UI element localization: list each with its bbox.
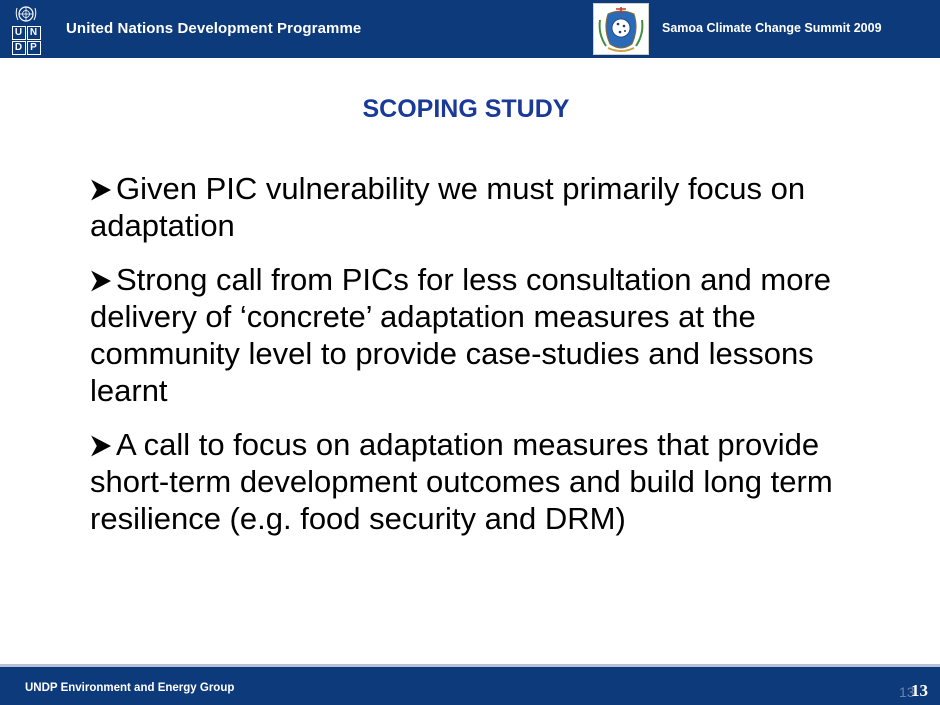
undp-letter: N	[27, 26, 41, 40]
undp-letter: U	[12, 26, 26, 40]
arrow-bullet-icon	[88, 432, 114, 460]
org-name: United Nations Development Programme	[66, 20, 362, 37]
undp-letter-grid	[12, 26, 41, 55]
footer-group-name: UNDP Environment and Energy Group	[25, 682, 235, 694]
slide-title: SCOPING STUDY	[362, 95, 570, 123]
arrow-bullet-icon	[88, 176, 114, 204]
un-emblem-icon	[13, 4, 39, 24]
summit-title: Samoa Climate Change Summit 2009	[662, 21, 882, 35]
arrow-bullet-icon	[88, 267, 114, 295]
bullet-text: Strong call from PICs for less consultation and more delivery of ‘concrete’ adaptation measures at the community level to provide case-studies and lessons learnt	[90, 262, 832, 408]
undp-letter: P	[27, 41, 41, 55]
samoa-crest	[593, 3, 649, 55]
undp-letter: D	[12, 41, 26, 55]
samoa-crest-icon	[594, 4, 648, 54]
bullet-text: Given PIC vulnerability we must primarily focus on adaptation	[90, 171, 806, 243]
bullet-item	[90, 261, 880, 409]
page-number-ghost: 13	[899, 684, 915, 700]
header-bar	[0, 0, 940, 58]
bullet-list	[90, 170, 880, 554]
bullet-text: A call to focus on adaptation measures that provide short-term development outcomes and build long term resilience (e.g. food security and DRM)	[90, 427, 833, 536]
undp-logo	[0, 0, 52, 58]
page-number: 13	[911, 681, 928, 700]
footer-bar	[0, 667, 940, 705]
bullet-item	[90, 426, 880, 537]
bullet-item	[90, 170, 880, 244]
